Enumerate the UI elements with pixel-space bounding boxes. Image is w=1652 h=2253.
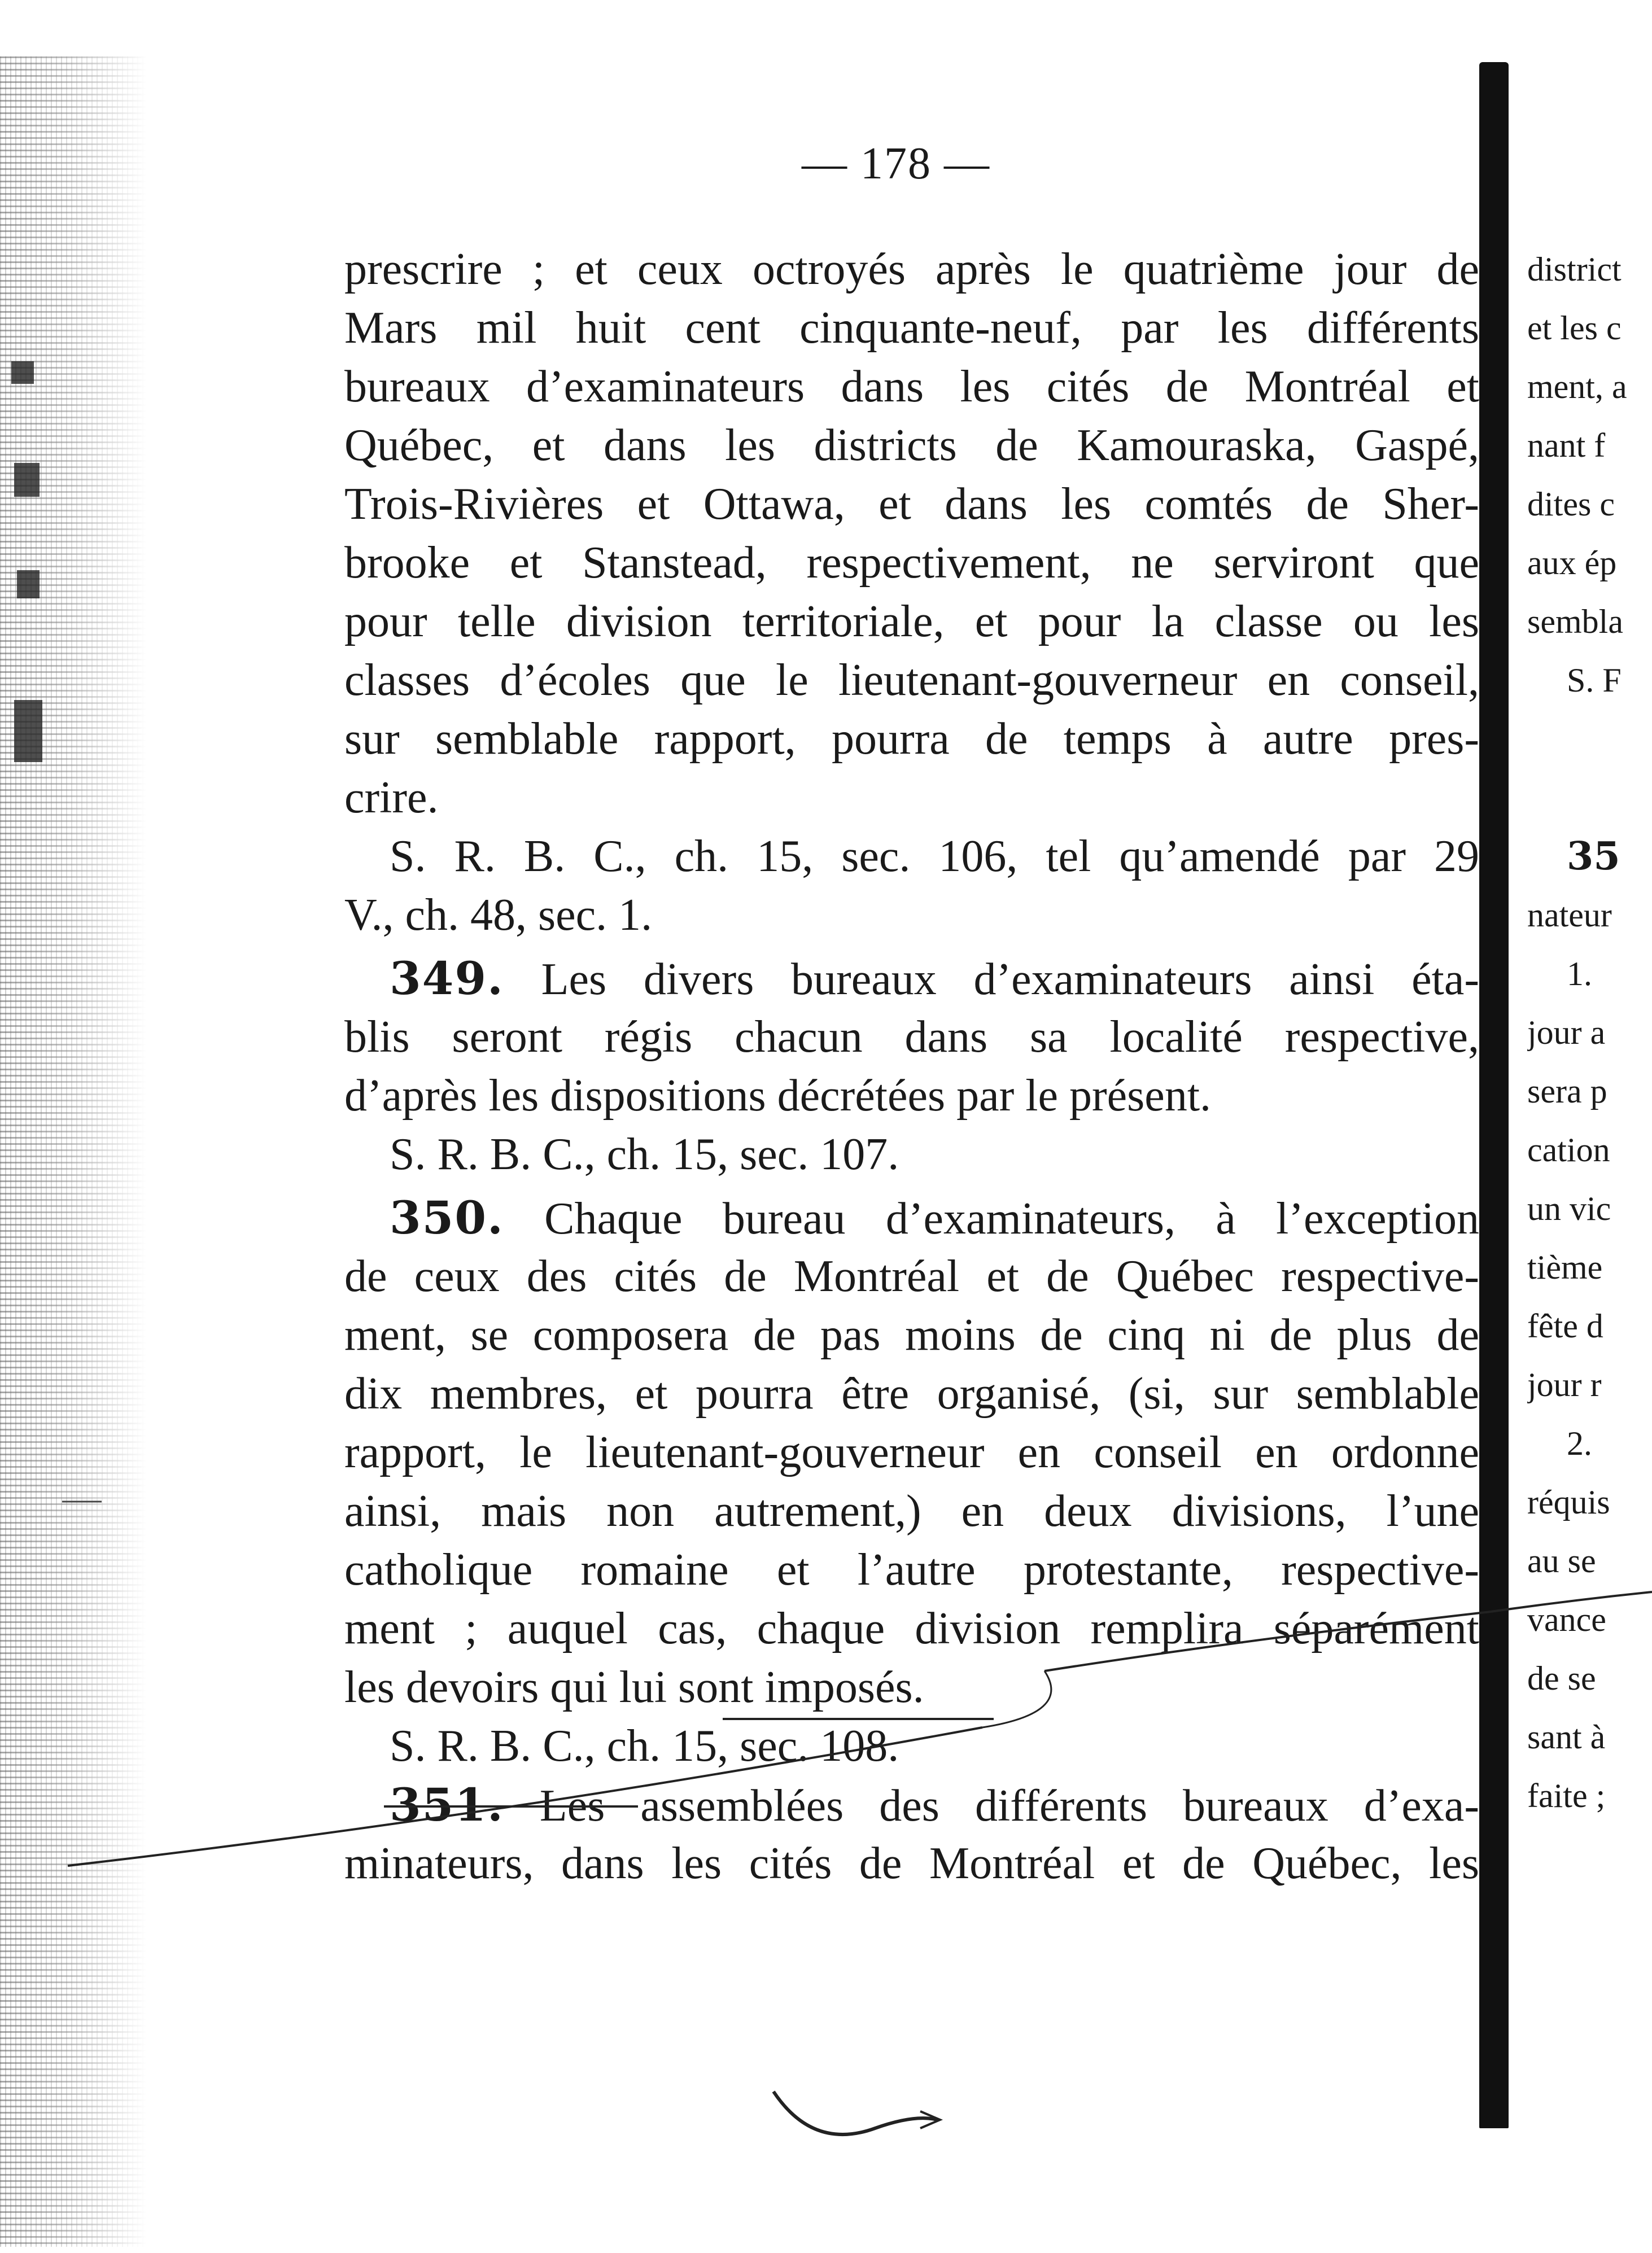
text-line: ment ; auquel cas, chaque division remplira séparément [344, 1604, 1479, 1653]
scan-blot [11, 361, 34, 384]
fragment-line: sera p [1527, 1073, 1607, 1110]
text-line: blis seront régis chacun dans sa localité respective, [344, 1012, 1479, 1062]
fragment-line: de se [1527, 1660, 1596, 1697]
text-line: crire. [344, 773, 439, 823]
text-line: sur semblable rapport, pourra de temps à autre pres- [344, 714, 1479, 764]
text-line: Mars mil huit cent cinquante-neuf, par les différents [344, 303, 1479, 353]
fragment-line: dites c [1527, 485, 1615, 523]
text-line: de ceux des cités de Montréal et de Québec respective- [344, 1252, 1479, 1301]
fragment-line: sembla [1527, 603, 1623, 640]
statute-reference: S. R. B. C., ch. 15, sec. 108. [390, 1721, 899, 1771]
fragment-line: tième [1527, 1249, 1603, 1286]
pen-stroke [773, 2092, 937, 2134]
fragment-line: 2. [1567, 1425, 1592, 1462]
page-number: — 178 — [802, 139, 990, 189]
scan-blot [17, 570, 40, 598]
fragment-line: fête d [1527, 1307, 1603, 1345]
text-line: ment, se composera de pas moins de cinq ni de plus de [344, 1310, 1479, 1360]
article-351-first-line [344, 1775, 1479, 1834]
text-line: prescrire ; et ceux octroyés après le quatrième jour de [344, 244, 1479, 294]
fragment-line: 1. [1567, 955, 1592, 992]
facing-page-fragment [1527, 240, 1652, 1825]
article-349-first-line [344, 949, 1479, 1008]
text-line: pour telle division territoriale, et pour la classe ou les [344, 597, 1479, 646]
statute-reference: V., ch. 48, sec. 1. [344, 890, 653, 940]
text-line: ainsi, mais non autrement,) en deux divisions, l’une [344, 1486, 1479, 1536]
text-line: classes d’écoles que le lieutenant-gouverneur en conseil, [344, 655, 1479, 705]
fragment-line: jour r [1527, 1366, 1602, 1403]
fragment-line: district [1527, 251, 1622, 288]
statute-reference: S. R. B. C., ch. 15, sec. 107. [390, 1130, 899, 1179]
text-line: Québec, et dans les districts de Kamouraska, Gaspé, [344, 421, 1479, 470]
text-line: bureaux d’examinateurs dans les cités de Montréal et [344, 362, 1479, 412]
text-line: rapport, le lieutenant-gouverneur en conseil en ordonne [344, 1428, 1479, 1477]
fragment-line: cation [1527, 1131, 1610, 1169]
main-text-column [344, 240, 1479, 1893]
text-line: brooke et Stanstead, respectivement, ne serviront que [344, 538, 1479, 588]
fragment-article-number: 35 [1567, 834, 1620, 879]
text-line: d’après les dispositions décrétées par le présent. [344, 1071, 1212, 1121]
fragment-line: un vic [1527, 1190, 1611, 1227]
fragment-line: réquis [1527, 1484, 1610, 1521]
article-350-first-line [344, 1188, 1479, 1247]
fragment-line: sant à [1527, 1718, 1606, 1756]
text-span: Les assemblées des différents bureaux d’exa- [539, 1781, 1479, 1831]
fragment-line [1527, 710, 1652, 768]
fragment-line: jour a [1527, 1014, 1606, 1051]
fragment-line: ment, a [1527, 368, 1627, 405]
fragment-line: au se [1527, 1542, 1596, 1580]
binding-rule [1479, 62, 1509, 2128]
scan-edge-noise [0, 56, 147, 2247]
fragment-line [1527, 768, 1652, 827]
text-line: minateurs, dans les cités de Montréal et de Québec, les [344, 1839, 1479, 1888]
scan-blot [14, 700, 42, 762]
text-line: catholique romaine et l’autre protestante, respective- [344, 1545, 1479, 1595]
fragment-line: aux ép [1527, 544, 1617, 581]
fragment-line: et les c [1527, 309, 1622, 347]
text-span: Chaque bureau d’examinateurs, à l’exception [544, 1194, 1479, 1244]
text-line: dix membres, et pourra être organisé, (si, sur semblable [344, 1369, 1479, 1419]
statute-reference: S. R. B. C., ch. 15, sec. 106, tel qu’amendé par 29 [390, 832, 1479, 881]
fragment-line: S. F [1567, 662, 1622, 699]
fragment-line: nant f [1527, 427, 1606, 464]
fragment-line: faite ; [1527, 1777, 1606, 1814]
pen-stroke [920, 2111, 940, 2128]
fragment-line: vance [1527, 1601, 1606, 1638]
text-line: les devoirs qui lui sont imposés. [344, 1663, 924, 1712]
article-number: 350. [390, 1191, 504, 1244]
article-number: 349. [390, 952, 504, 1005]
text-line: Trois-Rivières et Ottawa, et dans les comtés de Sher- [344, 479, 1479, 529]
article-number: 351. [390, 1778, 504, 1831]
fragment-line: nateur [1527, 896, 1612, 934]
text-span: Les divers bureaux d’examinateurs ainsi éta- [541, 955, 1479, 1004]
scan-blot [14, 463, 40, 497]
